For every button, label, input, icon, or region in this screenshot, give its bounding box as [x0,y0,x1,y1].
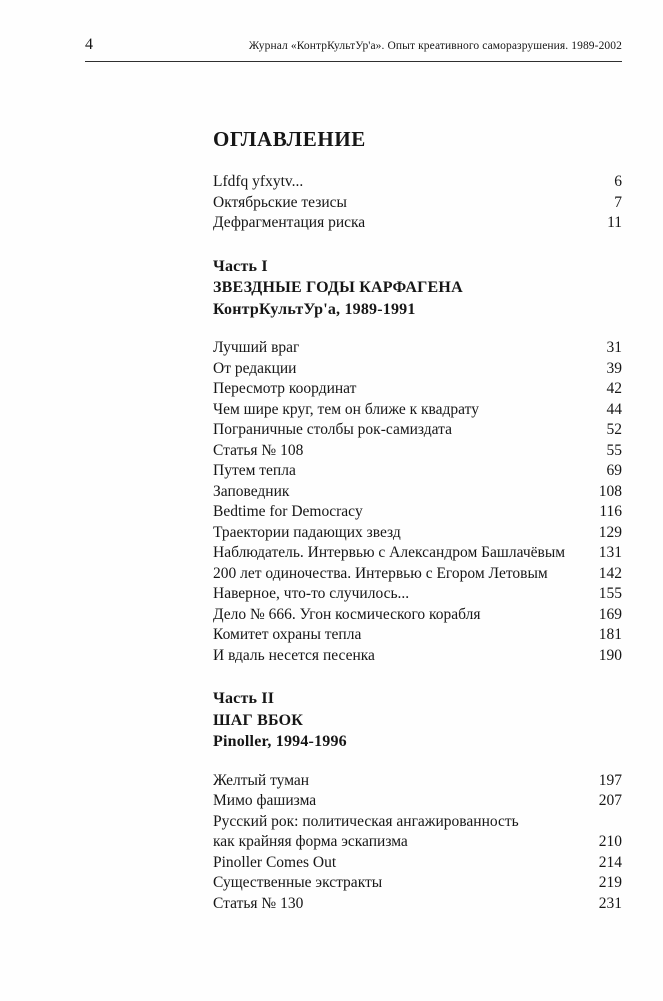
entry-title: Мимо фашизма [213,792,317,809]
section-heading-line: КонтрКультУр'а, 1989-1991 [213,300,416,318]
entry-page-number: 108 [598,482,622,500]
entry-page-number: 52 [606,421,622,438]
entry-page-number: 7 [614,193,622,211]
toc-entry [213,873,622,894]
entry-title: Существенные экстракты [213,874,383,891]
entry-page-number: 142 [598,564,622,582]
toc-entry [213,523,622,544]
entry-title: 200 лет одиночества. Интервью с Егором Летовым [213,564,548,582]
entry-title: Русский рок: политическая ангажированность [213,812,519,830]
entry-title: Пересмотр координат [213,380,357,397]
entry-page-number: 42 [606,380,622,397]
toc-section [213,172,622,234]
entry-title: Желтый туман [213,771,310,789]
toc-entry [213,791,622,812]
entry-page-number: 39 [606,359,622,377]
entry-title: Дело № 666. Угон космического корабля [213,605,481,623]
entry-page-number: 190 [598,646,622,664]
entry-page-number: 207 [598,792,622,809]
entry-page-number: 6 [614,173,622,190]
toc-entry [213,812,622,833]
toc-entry [213,894,622,915]
toc-entry [213,646,622,667]
entry-list [213,338,622,666]
toc-section [213,256,622,667]
entry-page-number: 155 [598,585,622,602]
entry-title: Статья № 130 [213,894,304,912]
entry-page-number: 11 [607,214,622,231]
entry-title: От редакции [213,359,297,377]
entry-page-number: 210 [598,833,622,850]
entry-page-number: 69 [606,462,622,479]
entry-title: Чем шире круг, тем он ближе к квадрату [213,400,479,418]
toc-entry [213,832,622,853]
entry-title: как крайняя форма эскапизма [213,833,408,850]
entry-page-number: 131 [598,544,622,561]
toc-entry [213,359,622,380]
toc-entry [213,605,622,626]
section-heading-line: Часть II [213,690,275,707]
entry-title: Комитет охраны тепла [213,626,362,643]
entry-title: Пограничные столбы рок-самиздата [213,421,452,438]
section-heading [213,256,622,321]
toc-entry [213,502,622,523]
section-heading-line: ШАГ ВБОК [213,711,304,729]
entry-title: Наблюдатель. Интервью с Александром Башлачёвым [213,544,566,561]
table-of-contents [213,126,622,914]
toc-entry [213,420,622,441]
entry-title: Заповедник [213,482,290,500]
entry-page-number: 181 [598,626,622,643]
running-title: Журнал «КонтрКультУр'а». Опыт креативного саморазрушения. 1989-2002 [248,40,622,52]
entry-page-number: 169 [598,605,622,623]
toc-entry [213,338,622,359]
toc-entry [213,625,622,646]
entry-page-number: 214 [598,853,622,871]
entry-title: Lfdfq yfxytv... [213,173,304,190]
toc-entry [213,482,622,503]
toc-entry [213,564,622,585]
toc-entry [213,543,622,564]
entry-page-number: 129 [598,523,622,541]
toc-entry [213,379,622,400]
section-heading [213,688,622,753]
entry-list [213,172,622,234]
toc-entry [213,461,622,482]
toc-entry [213,193,622,214]
entry-title: Путем тепла [213,462,296,479]
entry-title: И вдаль несется песенка [213,646,375,664]
entry-page-number: 55 [606,441,622,459]
entry-title: Траектории падающих звезд [213,523,401,541]
toc-entry [213,853,622,874]
toc-sections [213,172,622,914]
toc-entry [213,441,622,462]
toc-entry [213,400,622,421]
toc-entry [213,771,622,792]
page-number: 4 [85,36,93,53]
entry-list [213,771,622,915]
section-heading-line: Часть I [213,257,268,275]
header-rule [85,61,622,62]
section-heading-line: ЗВЕЗДНЫЕ ГОДЫ КАРФАГЕНА [213,279,463,296]
page-header [0,0,663,54]
entry-page-number: 197 [598,771,622,789]
entry-page-number: 231 [598,894,622,912]
toc-section [213,688,622,914]
toc-entry [213,213,622,234]
entry-page-number: 31 [606,339,622,356]
entry-page-number: 116 [599,503,622,520]
section-heading-line: Pinoller, 1994-1996 [213,733,347,750]
toc-entry [213,584,622,605]
toc-entry [213,172,622,193]
entry-title: Наверное, что-то случилось... [213,585,410,602]
entry-title: Статья № 108 [213,441,304,459]
entry-title: Лучший враг [213,339,300,356]
entry-page-number: 219 [598,874,622,891]
entry-title: Bedtime for Democracy [213,503,363,520]
entry-page-number: 44 [606,400,622,418]
entry-title: Pinoller Comes Out [213,853,337,871]
entry-title: Октябрьские тезисы [213,193,347,211]
toc-title: ОГЛАВЛЕНИЕ [213,127,366,151]
entry-title: Дефрагментация риска [213,214,366,231]
